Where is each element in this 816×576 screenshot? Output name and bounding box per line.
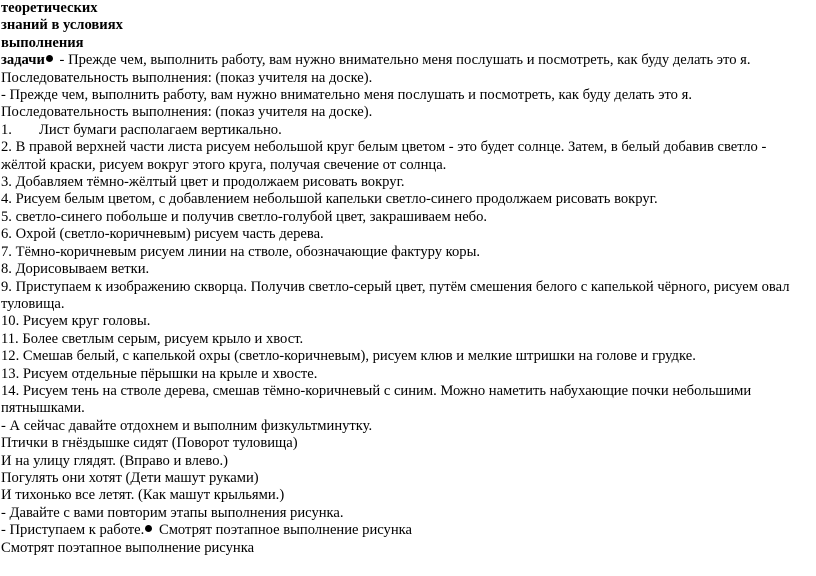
intro-line-4: Последовательность выполнения: (показ учителя на доске). (1, 104, 373, 121)
closing-line-2-end: Смотрят поэтапное выполнение рисунка (155, 522, 413, 539)
bullet-icon (46, 55, 53, 62)
intro-line-1 (1, 52, 816, 69)
poem-line-2: И на улицу глядят. (Вправо и влево.) (1, 452, 229, 469)
step-11: 11. Более светлым серым, рисуем крыло и хвост. (1, 330, 304, 347)
closing-line-3: Смотрят поэтапное выполнение рисунка (1, 539, 255, 556)
step-6: 6. Охрой (светло-коричневым) рисуем часть дерева. (1, 226, 324, 243)
bullet-icon (145, 525, 152, 532)
step-1 (1, 122, 816, 139)
intro-line-3: - Прежде чем, выполнить работу, вам нужно внимательно меня послушать и посмотреть, как буду делать это я. (1, 87, 692, 104)
step-8: 8. Дорисовываем ветки. (1, 261, 150, 278)
heading-line-2: знаний в условиях (1, 17, 123, 34)
step-2: 2. В правой верхней части листа рисуем небольшой круг белым цветом - это будет солнце. Затем, в белый добавив светло - жёлтой краски, рисуем вокруг этого круга, получая свечение от солнца. (1, 139, 767, 173)
closing-line-1: - Давайте с вами повторим этапы выполнения рисунка. (1, 504, 344, 521)
step-5: 5. светло-синего побольше и получив светло-голубой цвет, закрашиваем небо. (1, 208, 488, 225)
step-12: 12. Смешав белый, с капелькой охры (светло-коричневым), рисуем клюв и мелкие штришки на голове и грудке. (1, 348, 696, 365)
closing-line-2-start: - Приступаем к работе. (1, 522, 145, 539)
exercise-intro: - А сейчас давайте отдохнем и выполним физкультминутку. (1, 417, 373, 434)
intro-line-1-text: - Прежде чем, выполнить работу, вам нужно внимательно меня послушать и посмотреть, как буду делать это я. (55, 52, 751, 69)
step-10: 10. Рисуем круг головы. (1, 313, 151, 330)
heading-line-4: задачи (1, 52, 45, 69)
poem-line-3: Погулять они хотят (Дети машут руками) (1, 469, 259, 486)
intro-line-2: Последовательность выполнения: (показ учителя на доске). (1, 69, 373, 86)
step-4: 4. Рисуем белым цветом, с добавлением небольшой капельки светло-синего продолжаем рисовать вокруг. (1, 191, 658, 208)
step-14: 14. Рисуем тень на стволе дерева, смешав тёмно-коричневый с синим. Можно наметить набухающие почки небольшими пятнышками. (1, 382, 752, 417)
step-13: 13. Рисуем отдельные пёрышки на крыле и хвосте. (1, 365, 318, 382)
step-7: 7. Тёмно-коричневым рисуем линии на стволе, обозначающие фактуру коры. (1, 243, 481, 260)
heading-line-3: выполнения (1, 34, 84, 51)
step-1-text: Лист бумаги располагаем вертикально. (39, 121, 282, 138)
step-1-number: 1. (1, 121, 12, 138)
poem-line-1: Птички в гнёздышке сидят (Поворот туловища) (1, 435, 298, 452)
step-3: 3. Добавляем тёмно-жёлтый цвет и продолжаем рисовать вокруг. (1, 174, 405, 191)
poem-line-4: И тихонько все летят. (Как машут крыльями.) (1, 487, 285, 504)
heading-line-1: теоретических (1, 0, 98, 16)
step-9: 9. Приступаем к изображению скворца. Получив светло-серый цвет, путём смешения белого с капелькой чёрного, рисуем овал туловища. (1, 278, 790, 312)
closing-line-2 (1, 522, 816, 539)
